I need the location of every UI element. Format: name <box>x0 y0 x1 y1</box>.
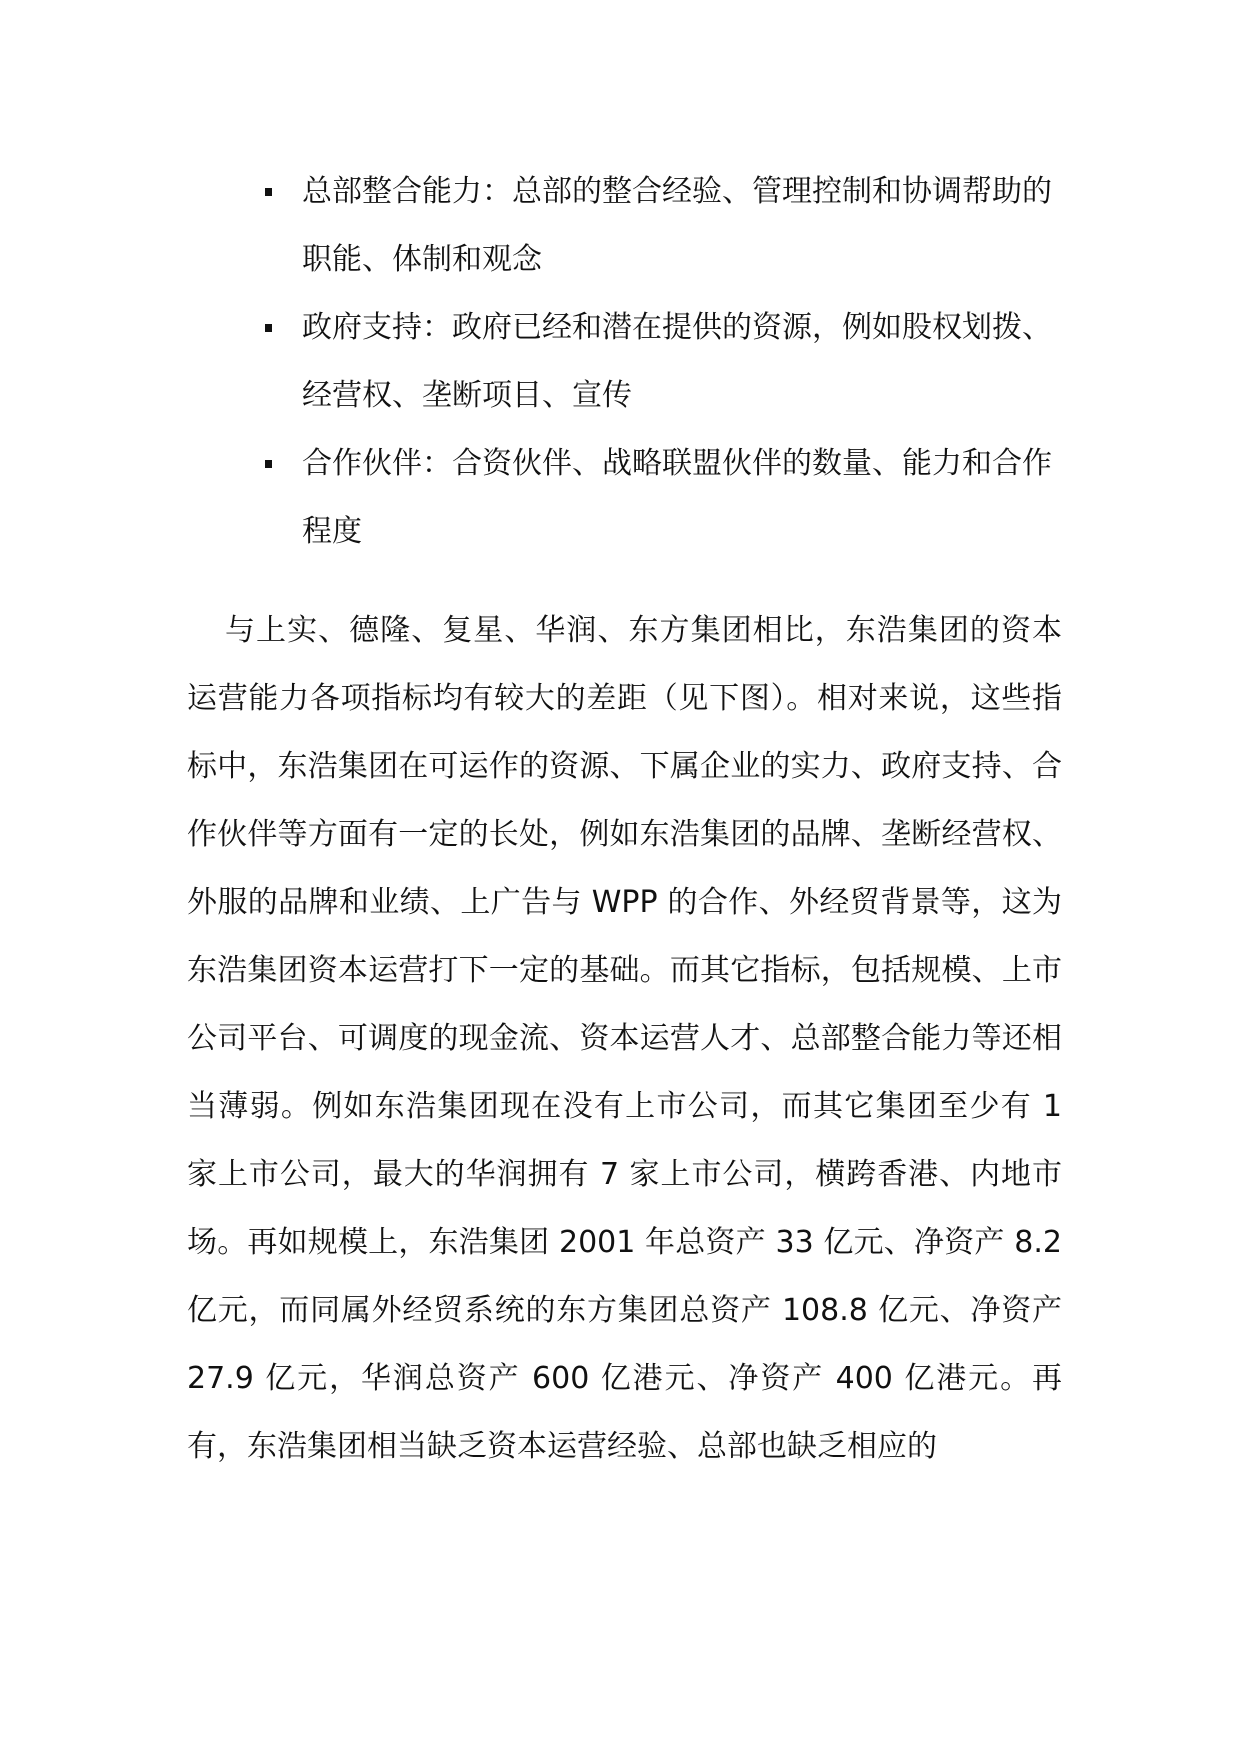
bullet-list <box>262 158 1062 566</box>
body-paragraph: 与上实、德隆、复星、华润、东方集团相比，东浩集团的资本运营能力各项指标均有较大的差距（见下图）。相对来说，这些指标中，东浩集团在可运作的资源、下属企业的实力、政府支持、合作伙伴等方面有一定的长处，例如东浩集团的品牌、垄断经营权、外服的品牌和业绩、上广告与 WPP 的合作、外经贸背景等，这为东浩集团资本运营打下一定的基础。而其它指标，包括规模、上市公司平台、可调度的现金流、资本运营人才、总部整合能力等还相当薄弱。例如东浩集团现在没有上市公司，而其它集团至少有 1 家上市公司，最大的华润拥有 7 家上市公司，横跨香港、内地市场。再如规模上，东浩集团 2001 年总资产 33 亿元、净资产 8.2 亿元，而同属外经贸系统的东方集团总资产 108.8 亿元、净资产 27.9 亿元，华润总资产 600 亿港元、净资产 400 亿港元。再有，东浩集团相当缺乏资本运营经验、总部也缺乏相应的 <box>187 613 1062 1464</box>
square-bullet-icon <box>265 324 272 332</box>
bullet-item-partners <box>262 430 1062 566</box>
bullet-text: 政府支持：政府已经和潜在提供的资源，例如股权划拨、经营权、垄断项目、宣传 <box>302 310 1052 413</box>
square-bullet-icon <box>265 188 272 196</box>
square-bullet-icon <box>265 460 272 468</box>
bullet-item-government-support <box>262 294 1062 430</box>
bullet-text: 总部整合能力：总部的整合经验、管理控制和协调帮助的职能、体制和观念 <box>302 174 1052 277</box>
bullet-text: 合作伙伴：合资伙伴、战略联盟伙伴的数量、能力和合作程度 <box>302 446 1052 549</box>
bullet-item-headquarters-integration <box>262 158 1062 294</box>
